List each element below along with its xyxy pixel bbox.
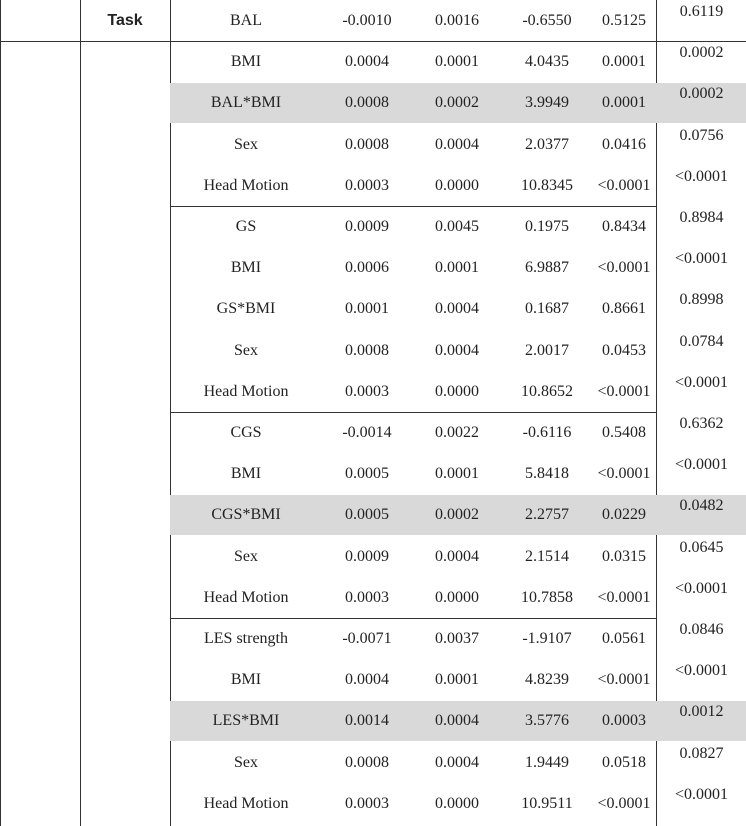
std-error-cell: 0.0004 xyxy=(435,754,479,771)
corrected-p-cell: 0.0827 xyxy=(679,745,724,762)
table-row xyxy=(170,412,656,453)
variable-cell: CGS*BMI xyxy=(211,506,281,523)
p-value-cell: 0.8434 xyxy=(602,218,646,235)
variable-cell: GS xyxy=(235,218,257,235)
std-error-cell: 0.0000 xyxy=(435,177,479,194)
t-value-cell: 2.1514 xyxy=(525,548,569,565)
table-row xyxy=(170,165,656,206)
t-value-cell: 0.1687 xyxy=(525,300,569,317)
p-value-cell: 0.0518 xyxy=(602,754,646,771)
corrected-p-cell: 0.6119 xyxy=(679,3,724,20)
estimate-cell: -0.0014 xyxy=(342,424,392,441)
estimate-cell: 0.0008 xyxy=(345,342,389,359)
p-value-cell: 0.0003 xyxy=(602,712,646,729)
variable-cell: BMI xyxy=(230,53,262,70)
std-error-cell: 0.0001 xyxy=(435,259,479,276)
t-value-cell: 4.8239 xyxy=(525,671,569,688)
variable-cell: BAL xyxy=(230,12,262,29)
t-value-cell: -0.6550 xyxy=(522,12,572,29)
p-value-cell: 0.0315 xyxy=(602,548,646,565)
std-error-cell: 0.0001 xyxy=(435,465,479,482)
table-border-left xyxy=(0,0,1,826)
std-error-cell: 0.0000 xyxy=(435,383,479,400)
estimate-cell: 0.0014 xyxy=(345,712,389,729)
t-value-cell: 10.8652 xyxy=(521,383,573,400)
estimate-cell: 0.0008 xyxy=(345,94,389,111)
std-error-cell: 0.0004 xyxy=(435,712,479,729)
variable-cell: BAL*BMI xyxy=(210,94,282,111)
corrected-p-cell: 0.0012 xyxy=(679,703,724,720)
table-row xyxy=(170,453,656,494)
p-value-cell: 0.5408 xyxy=(602,424,646,441)
std-error-cell: 0.0001 xyxy=(435,671,479,688)
variable-cell: Sex xyxy=(234,136,258,153)
p-value-cell: 0.0416 xyxy=(602,136,646,153)
table-row xyxy=(170,206,656,247)
variable-cell: Head Motion xyxy=(203,177,289,194)
table-row xyxy=(170,0,656,41)
estimate-cell: 0.0005 xyxy=(345,465,389,482)
corrected-p-cell: 0.0002 xyxy=(679,85,724,102)
std-error-cell: 0.0037 xyxy=(435,630,479,647)
p-value-cell: <0.0001 xyxy=(597,383,651,400)
table-row xyxy=(170,288,656,329)
corrected-p-cell: 0.8998 xyxy=(679,291,724,308)
p-value-cell: 0.0561 xyxy=(602,630,646,647)
p-value-cell: <0.0001 xyxy=(597,589,651,606)
t-value-cell: -1.9107 xyxy=(522,630,572,647)
table-row xyxy=(170,742,656,783)
p-value-cell: 0.8661 xyxy=(602,300,646,317)
t-value-cell: 3.5776 xyxy=(525,712,569,729)
table-row xyxy=(170,124,656,165)
std-error-cell: 0.0000 xyxy=(435,589,479,606)
p-value-cell: <0.0001 xyxy=(597,795,651,812)
table-row xyxy=(170,82,656,123)
table-row xyxy=(170,330,656,371)
table-row xyxy=(170,247,656,288)
std-error-cell: 0.0004 xyxy=(435,136,479,153)
corrected-p-cell: 0.0002 xyxy=(679,44,724,61)
t-value-cell: 1.9449 xyxy=(525,754,569,771)
estimate-cell: 0.0005 xyxy=(345,506,389,523)
variable-cell: BMI xyxy=(230,671,262,688)
table-row xyxy=(170,700,656,741)
variable-cell: LES*BMI xyxy=(212,712,280,729)
std-error-cell: 0.0000 xyxy=(435,795,479,812)
variable-cell: Sex xyxy=(234,754,258,771)
t-value-cell: 0.1975 xyxy=(525,218,569,235)
variable-cell: Sex xyxy=(234,342,258,359)
std-error-cell: 0.0002 xyxy=(435,506,479,523)
p-value-cell: 0.5125 xyxy=(602,12,646,29)
column-divider xyxy=(80,0,81,826)
corrected-p-cell: <0.0001 xyxy=(674,662,729,679)
variable-cell: Head Motion xyxy=(203,383,289,400)
std-error-cell: 0.0004 xyxy=(435,300,479,317)
corrected-p-cell: <0.0001 xyxy=(674,250,729,267)
t-value-cell: 10.8345 xyxy=(521,177,573,194)
table-row xyxy=(170,41,656,82)
t-value-cell: 10.7858 xyxy=(521,589,573,606)
estimate-cell: 0.0001 xyxy=(345,300,389,317)
corrected-p-cell: 0.6362 xyxy=(679,415,724,432)
variable-cell: BMI xyxy=(230,259,262,276)
p-value-cell: <0.0001 xyxy=(597,671,651,688)
corrected-p-cell: <0.0001 xyxy=(674,374,729,391)
corrected-p-cell: 0.0846 xyxy=(679,621,724,638)
variable-cell: LES strength xyxy=(204,630,288,647)
std-error-cell: 0.0004 xyxy=(435,342,479,359)
table-row xyxy=(170,659,656,700)
t-value-cell: 4.0435 xyxy=(525,53,569,70)
p-value-cell: 0.0229 xyxy=(602,506,646,523)
p-value-cell: <0.0001 xyxy=(597,177,651,194)
p-value-cell: 0.0001 xyxy=(602,94,646,111)
p-value-cell: 0.0001 xyxy=(602,53,646,70)
t-value-cell: 2.0017 xyxy=(525,342,569,359)
corrected-p-cell: <0.0001 xyxy=(674,168,729,185)
table-row xyxy=(170,618,656,659)
estimate-cell: 0.0004 xyxy=(345,53,389,70)
t-value-cell: -0.6116 xyxy=(522,424,572,441)
std-error-cell: 0.0016 xyxy=(435,12,479,29)
table-row xyxy=(170,536,656,577)
std-error-cell: 0.0002 xyxy=(435,94,479,111)
estimate-cell: 0.0009 xyxy=(345,548,389,565)
std-error-cell: 0.0045 xyxy=(435,218,479,235)
t-value-cell: 2.0377 xyxy=(525,136,569,153)
table-row xyxy=(170,577,656,618)
corrected-p-cell: 0.0784 xyxy=(679,333,724,350)
estimate-cell: 0.0003 xyxy=(345,177,389,194)
table-row xyxy=(170,371,656,412)
p-value-cell: <0.0001 xyxy=(597,465,651,482)
t-value-cell: 6.9887 xyxy=(525,259,569,276)
t-value-cell: 3.9949 xyxy=(525,94,569,111)
p-value-cell: 0.0453 xyxy=(602,342,646,359)
corrected-p-cell: <0.0001 xyxy=(674,580,729,597)
estimate-cell: 0.0006 xyxy=(345,259,389,276)
estimate-cell: 0.0008 xyxy=(345,754,389,771)
corrected-p-cell: 0.0482 xyxy=(679,497,724,514)
table-row xyxy=(170,783,656,824)
estimate-cell: -0.0010 xyxy=(342,12,392,29)
estimate-cell: 0.0003 xyxy=(345,589,389,606)
variable-cell: Head Motion xyxy=(203,589,289,606)
variable-cell: BMI xyxy=(230,465,262,482)
p-value-cell: <0.0001 xyxy=(597,259,651,276)
std-error-cell: 0.0001 xyxy=(435,53,479,70)
estimate-cell: 0.0008 xyxy=(345,136,389,153)
variable-cell: Head Motion xyxy=(203,795,289,812)
corrected-p-cell: <0.0001 xyxy=(674,456,729,473)
task-header: Task xyxy=(107,12,143,29)
table-row xyxy=(170,494,656,535)
t-value-cell: 5.8418 xyxy=(525,465,569,482)
variable-cell: GS*BMI xyxy=(216,300,276,317)
variable-cell: CGS xyxy=(230,424,262,441)
std-error-cell: 0.0004 xyxy=(435,548,479,565)
estimate-cell: -0.0071 xyxy=(342,630,392,647)
t-value-cell: 2.2757 xyxy=(525,506,569,523)
corrected-p-cell: 0.0756 xyxy=(679,127,724,144)
corrected-p-cell: 0.0645 xyxy=(679,539,724,556)
estimate-cell: 0.0003 xyxy=(345,383,389,400)
std-error-cell: 0.0022 xyxy=(435,424,479,441)
estimate-cell: 0.0003 xyxy=(345,795,389,812)
corrected-p-cell: <0.0001 xyxy=(674,786,729,803)
estimate-cell: 0.0009 xyxy=(345,218,389,235)
corrected-p-cell: 0.8984 xyxy=(679,209,724,226)
variable-cell: Sex xyxy=(234,548,258,565)
estimate-cell: 0.0004 xyxy=(345,671,389,688)
t-value-cell: 10.9511 xyxy=(521,795,573,812)
